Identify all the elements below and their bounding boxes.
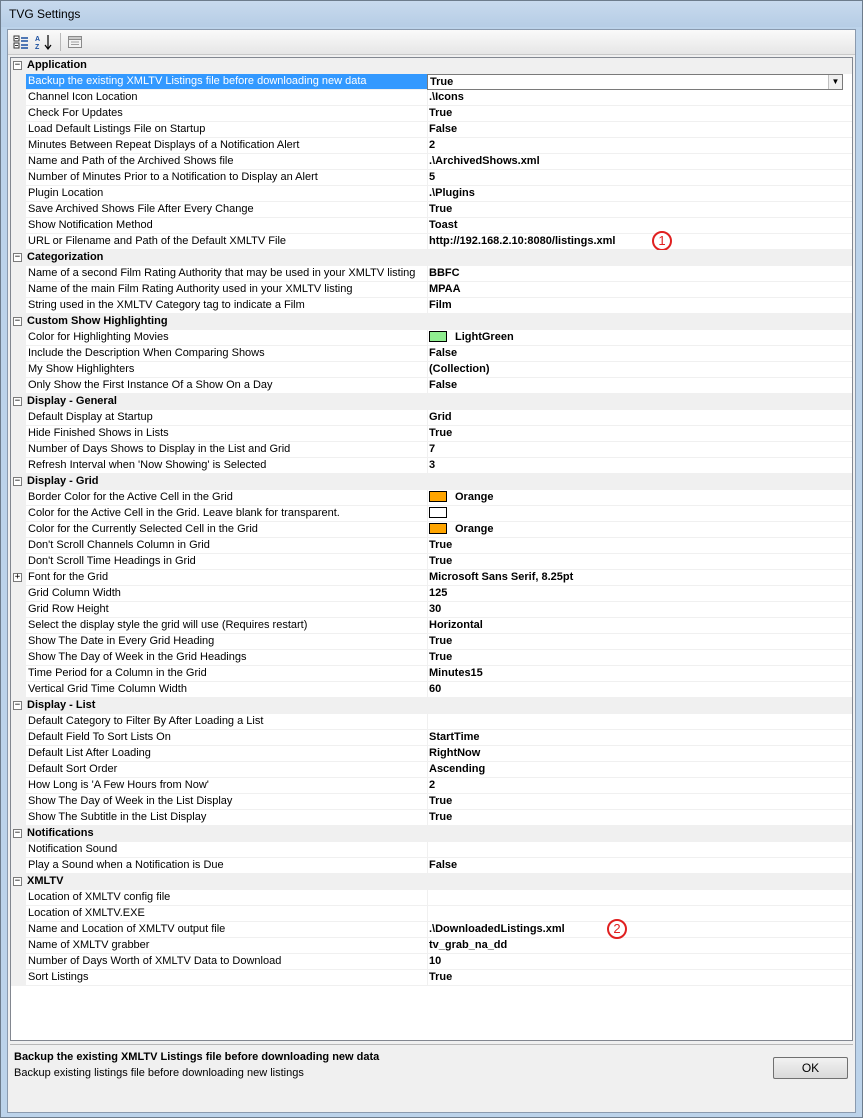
color-swatch: [429, 331, 447, 342]
property-value[interactable]: [427, 810, 853, 826]
property-row[interactable]: [11, 378, 852, 394]
property-row[interactable]: [11, 346, 852, 362]
property-value-text: Orange: [455, 523, 494, 535]
property-name[interactable]: Default List After Loading: [26, 746, 428, 762]
property-grid: [10, 57, 853, 1041]
collapse-icon[interactable]: −: [14, 316, 21, 326]
property-value-text: (Collection): [429, 363, 490, 375]
row-gutter: [11, 346, 26, 362]
color-swatch: [429, 523, 447, 534]
property-name[interactable]: Select the display style the grid will use (Requires restart): [26, 618, 428, 634]
title-bar[interactable]: [1, 1, 862, 27]
property-name[interactable]: Border Color for the Active Cell in the Grid: [26, 490, 428, 506]
property-value-text: 10: [429, 955, 442, 967]
row-gutter: [11, 106, 26, 122]
row-gutter: [11, 122, 26, 138]
property-value[interactable]: [427, 298, 853, 314]
property-value[interactable]: [427, 890, 853, 906]
category-title: Display - List: [27, 699, 96, 711]
row-gutter: [11, 618, 26, 634]
property-name[interactable]: Hide Finished Shows in Lists: [26, 426, 428, 442]
window-client: [7, 29, 856, 1113]
property-value-text: Toast: [429, 219, 458, 231]
description-title: Backup the existing XMLTV Listings file before downloading new data: [14, 1051, 380, 1063]
svg-text:A: A: [35, 36, 41, 43]
property-value-text: True: [429, 107, 453, 119]
category-title: Application: [27, 59, 87, 71]
property-value-text: 5: [429, 171, 436, 183]
row-gutter: [11, 794, 26, 810]
row-gutter: [11, 186, 26, 202]
property-row[interactable]: [11, 810, 852, 826]
property-name[interactable]: Name and Path of the Archived Shows file: [26, 154, 428, 170]
property-name[interactable]: Don't Scroll Time Headings in Grid: [26, 554, 428, 570]
property-value[interactable]: [427, 266, 853, 282]
property-value-text: BBFC: [429, 267, 460, 279]
row-gutter: [11, 74, 26, 90]
property-row[interactable]: [11, 170, 852, 186]
property-value-text: .\Plugins: [429, 187, 475, 199]
property-row[interactable]: [11, 234, 852, 250]
row-gutter: [11, 154, 26, 170]
property-name[interactable]: Don't Scroll Channels Column in Grid: [26, 538, 428, 554]
property-row[interactable]: [11, 954, 852, 970]
row-gutter: [11, 938, 26, 954]
property-value[interactable]: [427, 218, 853, 234]
property-value[interactable]: [427, 970, 853, 986]
row-gutter: [11, 730, 26, 746]
property-row[interactable]: [11, 106, 852, 122]
property-value-text: True: [429, 427, 453, 439]
property-value-text: LightGreen: [455, 331, 514, 343]
property-name[interactable]: Default Field To Sort Lists On: [26, 730, 428, 746]
property-name[interactable]: Notification Sound: [26, 842, 428, 858]
row-gutter: [11, 650, 26, 666]
property-row[interactable]: [11, 90, 852, 106]
property-value[interactable]: [427, 458, 853, 474]
property-value[interactable]: [427, 522, 853, 538]
property-row[interactable]: [11, 778, 852, 794]
property-value-text: True: [429, 651, 453, 663]
property-row[interactable]: [11, 426, 852, 442]
property-row[interactable]: [11, 762, 852, 778]
row-gutter: [11, 746, 26, 762]
collapse-icon[interactable]: −: [14, 60, 21, 70]
property-row[interactable]: [11, 490, 852, 506]
property-name[interactable]: Show Notification Method: [26, 218, 428, 234]
property-name[interactable]: Default Sort Order: [26, 762, 428, 778]
property-value[interactable]: [427, 234, 853, 250]
property-value[interactable]: [427, 842, 853, 858]
row-gutter: [11, 810, 26, 826]
property-row[interactable]: [11, 682, 852, 698]
property-value[interactable]: [427, 426, 853, 442]
property-value-text: Horizontal: [429, 619, 483, 631]
row-gutter: [11, 170, 26, 186]
property-name[interactable]: Show The Day of Week in the List Display: [26, 794, 428, 810]
property-value[interactable]: [427, 330, 853, 346]
property-row[interactable]: [11, 730, 852, 746]
collapse-icon[interactable]: −: [14, 876, 21, 886]
property-value[interactable]: [427, 186, 853, 202]
property-value[interactable]: [427, 202, 853, 218]
property-value-text: True: [429, 539, 453, 551]
property-row[interactable]: [11, 362, 852, 378]
annotation-badge-1: 1: [652, 231, 672, 251]
row-gutter: [11, 266, 26, 282]
property-name[interactable]: Number of Days Worth of XMLTV Data to Download: [26, 954, 428, 970]
category-header[interactable]: [11, 698, 852, 714]
property-name[interactable]: How Long is 'A Few Hours from Now': [26, 778, 428, 794]
property-value-text: 7: [429, 443, 436, 455]
property-name[interactable]: Minutes Between Repeat Displays of a Notification Alert: [26, 138, 428, 154]
property-value[interactable]: [427, 682, 853, 698]
property-row[interactable]: [11, 218, 852, 234]
row-gutter: [11, 554, 26, 570]
property-value-text: Minutes15: [429, 667, 483, 679]
row-gutter: [11, 778, 26, 794]
property-value-text: Film: [429, 299, 452, 311]
property-value-text: .\Icons: [429, 91, 464, 103]
property-value[interactable]: [427, 282, 853, 298]
property-name[interactable]: Name of a second Film Rating Authority that may be used in your XMLTV listing: [26, 266, 428, 282]
row-gutter: [11, 634, 26, 650]
window-title: TVG Settings: [9, 7, 81, 21]
color-swatch: [429, 507, 447, 518]
property-row[interactable]: [11, 330, 852, 346]
property-row[interactable]: [11, 842, 852, 858]
property-value-text: True: [429, 971, 453, 983]
property-row[interactable]: [11, 266, 852, 282]
description-panel: [10, 1044, 853, 1103]
property-row[interactable]: [11, 522, 852, 538]
category-title: Display - General: [27, 395, 117, 407]
property-value[interactable]: [427, 138, 853, 154]
property-value-text: True: [430, 76, 454, 88]
property-row[interactable]: [11, 794, 852, 810]
property-row[interactable]: [11, 890, 852, 906]
property-value-text: Orange: [455, 491, 494, 503]
property-value[interactable]: [427, 746, 853, 762]
row-gutter: [11, 426, 26, 442]
property-name[interactable]: Show The Date in Every Grid Heading: [26, 634, 428, 650]
categorized-view-icon[interactable]: [11, 32, 31, 52]
property-name[interactable]: Include the Description When Comparing Shows: [26, 346, 428, 362]
property-value[interactable]: [427, 74, 843, 90]
property-value[interactable]: [427, 714, 853, 730]
row-gutter: [11, 378, 26, 394]
property-value-text: 2: [429, 779, 436, 791]
property-row[interactable]: [11, 410, 852, 426]
property-value[interactable]: [427, 666, 853, 682]
property-value[interactable]: [427, 730, 853, 746]
ok-button[interactable]: OK: [773, 1057, 848, 1079]
property-row[interactable]: [11, 282, 852, 298]
collapse-icon[interactable]: −: [14, 828, 21, 838]
row-gutter: [11, 762, 26, 778]
property-row[interactable]: [11, 154, 852, 170]
property-value-text: 125: [429, 587, 448, 599]
property-value[interactable]: [427, 506, 853, 522]
property-row[interactable]: [11, 538, 852, 554]
property-row[interactable]: [11, 298, 852, 314]
row-gutter: [11, 666, 26, 682]
property-value-text: False: [429, 347, 458, 359]
property-name[interactable]: Location of XMLTV.EXE: [26, 906, 428, 922]
expand-icon[interactable]: +: [14, 572, 21, 582]
property-name[interactable]: Name and Location of XMLTV output file: [26, 922, 428, 938]
category-header[interactable]: [11, 394, 852, 410]
category-header[interactable]: [11, 314, 852, 330]
property-value[interactable]: [427, 410, 853, 426]
row-gutter: [11, 570, 26, 586]
row-gutter: [11, 458, 26, 474]
property-row[interactable]: [11, 746, 852, 762]
row-gutter: [11, 442, 26, 458]
property-value-text: True: [429, 635, 453, 647]
color-swatch: [429, 491, 447, 502]
property-value[interactable]: [427, 650, 853, 666]
property-name[interactable]: Color for the Active Cell in the Grid. Leave blank for transparent.: [26, 506, 428, 522]
property-value-text: RightNow: [429, 747, 481, 759]
property-row[interactable]: [11, 666, 852, 682]
property-row[interactable]: [11, 714, 852, 730]
property-value-text: StartTime: [429, 731, 480, 743]
property-name[interactable]: Backup the existing XMLTV Listings file before downloading new data: [26, 74, 428, 90]
property-value[interactable]: [427, 922, 853, 938]
property-row[interactable]: [11, 202, 852, 218]
property-row[interactable]: [11, 122, 852, 138]
property-value[interactable]: [427, 154, 853, 170]
property-name[interactable]: Show The Day of Week in the Grid Headings: [26, 650, 428, 666]
property-value[interactable]: [427, 554, 853, 570]
row-gutter: [11, 90, 26, 106]
category-title: Display - Grid: [27, 475, 99, 487]
property-row[interactable]: [11, 938, 852, 954]
property-name[interactable]: Channel Icon Location: [26, 90, 428, 106]
row-gutter: [11, 522, 26, 538]
property-name[interactable]: Font for the Grid: [26, 570, 428, 586]
property-value[interactable]: [427, 442, 853, 458]
category-header[interactable]: [11, 826, 852, 842]
property-name[interactable]: Default Display at Startup: [26, 410, 428, 426]
property-name[interactable]: Name of XMLTV grabber: [26, 938, 428, 954]
property-row[interactable]: [11, 442, 852, 458]
collapse-icon[interactable]: −: [14, 700, 21, 710]
property-value-text: True: [429, 203, 453, 215]
property-row[interactable]: [11, 570, 852, 586]
property-value-text: tv_grab_na_dd: [429, 939, 508, 951]
property-value[interactable]: [427, 954, 853, 970]
row-gutter: [11, 714, 26, 730]
property-value-text: Microsoft Sans Serif, 8.25pt: [429, 571, 574, 583]
property-name[interactable]: Plugin Location: [26, 186, 428, 202]
row-gutter: [11, 138, 26, 154]
property-name[interactable]: My Show Highlighters: [26, 362, 428, 378]
collapse-icon[interactable]: −: [14, 476, 21, 486]
property-row[interactable]: [11, 586, 852, 602]
row-gutter: [11, 682, 26, 698]
property-value[interactable]: [427, 778, 853, 794]
property-name[interactable]: Only Show the First Instance Of a Show On a Day: [26, 378, 428, 394]
property-row[interactable]: [11, 634, 852, 650]
row-gutter: [11, 954, 26, 970]
property-name[interactable]: Time Period for a Column in the Grid: [26, 666, 428, 682]
category-title: Custom Show Highlighting: [27, 315, 168, 327]
property-name[interactable]: Vertical Grid Time Column Width: [26, 682, 428, 698]
property-name[interactable]: Color for the Currently Selected Cell in the Grid: [26, 522, 428, 538]
category-title: XMLTV: [27, 875, 64, 887]
property-value[interactable]: [427, 490, 853, 506]
row-gutter: [11, 538, 26, 554]
description-text: Backup existing listings file before downloading new listings: [14, 1067, 304, 1079]
property-value-text: 60: [429, 683, 442, 695]
alphabetical-sort-icon[interactable]: [34, 32, 54, 52]
property-row[interactable]: [11, 186, 852, 202]
property-value[interactable]: [427, 618, 853, 634]
property-name[interactable]: Grid Column Width: [26, 586, 428, 602]
category-header[interactable]: [11, 874, 852, 890]
category-header[interactable]: [11, 250, 852, 266]
row-gutter: [11, 218, 26, 234]
toolbar-separator: [60, 33, 61, 51]
row-gutter: [11, 330, 26, 346]
property-pages-icon[interactable]: [65, 32, 85, 52]
property-value[interactable]: [427, 346, 853, 362]
property-value-text: False: [429, 379, 458, 391]
property-row[interactable]: [11, 650, 852, 666]
property-value-text: False: [429, 123, 458, 135]
row-gutter: [11, 298, 26, 314]
row-gutter: [11, 410, 26, 426]
property-row[interactable]: [11, 458, 852, 474]
category-title: Categorization: [27, 251, 104, 263]
property-row[interactable]: [11, 138, 852, 154]
property-value[interactable]: [427, 538, 853, 554]
dropdown-arrow-icon[interactable]: ▼: [828, 75, 842, 89]
row-gutter: [11, 602, 26, 618]
category-header[interactable]: [11, 474, 852, 490]
property-name[interactable]: Load Default Listings File on Startup: [26, 122, 428, 138]
property-name[interactable]: URL or Filename and Path of the Default XMLTV File: [26, 234, 428, 250]
row-gutter: [11, 586, 26, 602]
row-gutter: [11, 906, 26, 922]
property-value[interactable]: [427, 938, 853, 954]
property-value-text: True: [429, 795, 453, 807]
row-gutter: [11, 922, 26, 938]
property-value[interactable]: [427, 90, 853, 106]
property-row[interactable]: [11, 554, 852, 570]
property-value-text: Ascending: [429, 763, 486, 775]
property-row[interactable]: [11, 506, 852, 522]
property-value-text: MPAA: [429, 283, 461, 295]
property-row[interactable]: [11, 906, 852, 922]
property-value-text: 2: [429, 139, 436, 151]
property-value-text: .\ArchivedShows.xml: [429, 155, 540, 167]
svg-text:Z: Z: [35, 44, 40, 50]
property-value-text: http://192.168.2.10:8080/listings.xml: [429, 235, 616, 247]
category-header[interactable]: [11, 58, 852, 74]
property-value[interactable]: [427, 794, 853, 810]
property-value[interactable]: [427, 906, 853, 922]
row-gutter: [11, 506, 26, 522]
property-value-text: Grid: [429, 411, 452, 423]
row-gutter: [11, 362, 26, 378]
property-name[interactable]: Grid Row Height: [26, 602, 428, 618]
collapse-icon[interactable]: −: [14, 396, 21, 406]
property-value[interactable]: [427, 170, 853, 186]
property-value[interactable]: [427, 762, 853, 778]
property-value[interactable]: [427, 570, 853, 586]
property-name[interactable]: Name of the main Film Rating Authority used in your XMLTV listing: [26, 282, 428, 298]
row-gutter: [11, 890, 26, 906]
row-gutter: [11, 490, 26, 506]
property-name[interactable]: Sort Listings: [26, 970, 428, 986]
property-name[interactable]: Location of XMLTV config file: [26, 890, 428, 906]
property-value[interactable]: [427, 122, 853, 138]
property-value[interactable]: [427, 586, 853, 602]
property-name[interactable]: Color for Highlighting Movies: [26, 330, 428, 346]
property-name[interactable]: Save Archived Shows File After Every Change: [26, 202, 428, 218]
toolbar: [8, 30, 855, 55]
collapse-icon[interactable]: −: [14, 252, 21, 262]
property-value-text: .\DownloadedListings.xml: [429, 923, 565, 935]
property-value[interactable]: [427, 634, 853, 650]
property-row[interactable]: [11, 602, 852, 618]
property-row[interactable]: [11, 858, 852, 874]
property-row[interactable]: [11, 922, 852, 938]
property-value[interactable]: [427, 362, 853, 378]
property-value[interactable]: [427, 602, 853, 618]
property-value-text: True: [429, 811, 453, 823]
property-name[interactable]: Number of Days Shows to Display in the List and Grid: [26, 442, 428, 458]
row-gutter: [11, 842, 26, 858]
property-row[interactable]: [11, 74, 852, 90]
property-value[interactable]: [427, 106, 853, 122]
property-value-text: False: [429, 859, 458, 871]
property-name[interactable]: String used in the XMLTV Category tag to indicate a Film: [26, 298, 428, 314]
category-title: Notifications: [27, 827, 94, 839]
property-row[interactable]: [11, 970, 852, 986]
property-value-text: 3: [429, 459, 436, 471]
property-row[interactable]: [11, 618, 852, 634]
property-value[interactable]: [427, 858, 853, 874]
property-name[interactable]: Refresh Interval when 'Now Showing' is Selected: [26, 458, 428, 474]
property-name[interactable]: Play a Sound when a Notification is Due: [26, 858, 428, 874]
row-gutter: [11, 858, 26, 874]
property-value-text: True: [429, 555, 453, 567]
row-gutter: [11, 282, 26, 298]
row-gutter: [11, 202, 26, 218]
annotation-badge-2: 2: [607, 919, 627, 939]
property-name[interactable]: Default Category to Filter By After Loading a List: [26, 714, 428, 730]
row-gutter: [11, 970, 26, 986]
property-name[interactable]: Show The Subtitle in the List Display: [26, 810, 428, 826]
property-value-text: 30: [429, 603, 442, 615]
property-name[interactable]: Check For Updates: [26, 106, 428, 122]
row-gutter: [11, 234, 26, 250]
property-name[interactable]: Number of Minutes Prior to a Notification to Display an Alert: [26, 170, 428, 186]
property-value[interactable]: [427, 378, 853, 394]
